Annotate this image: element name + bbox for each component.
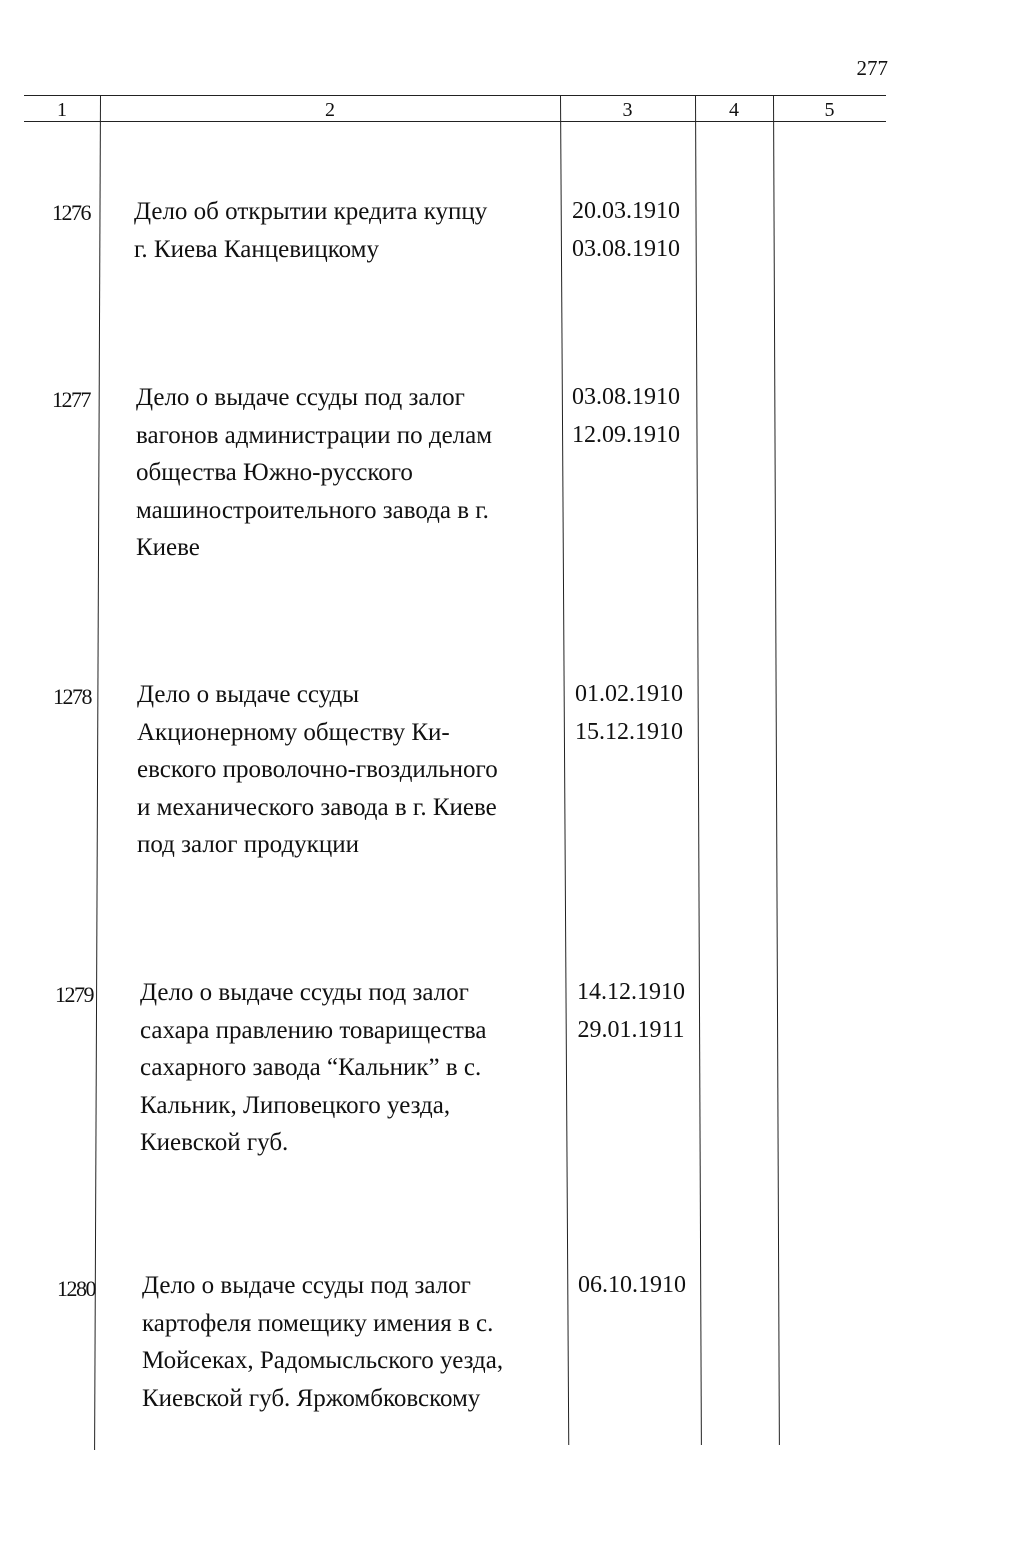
- column-heading-2: 2: [325, 99, 335, 121]
- entry-number: 1279: [55, 982, 93, 1007]
- start-date: 06.10.1910: [578, 1272, 686, 1298]
- description-line: сахара правлению товарищества: [140, 1016, 487, 1044]
- start-date: 14.12.1910: [577, 979, 685, 1005]
- entry-number: 1280: [57, 1276, 95, 1301]
- description-line: под залог продукции: [137, 831, 359, 858]
- description-line: Дело о выдаче ссуды под залог: [140, 979, 469, 1006]
- entry-description: [142, 1267, 540, 1417]
- column-divider-1: [94, 95, 101, 1450]
- description-line: машиностроительного завода в г.: [136, 496, 489, 524]
- column-heading-1: 1: [57, 99, 67, 121]
- end-date: 12.09.1910: [572, 421, 680, 448]
- entry-number: 1276: [52, 200, 90, 225]
- column-heading-5: 5: [824, 99, 835, 121]
- entry-description: [137, 676, 535, 864]
- entry-dates: [567, 676, 691, 751]
- end-date: 29.01.1911: [577, 1016, 685, 1043]
- header-top-rule: [24, 95, 886, 96]
- entry-number: 1277: [52, 387, 90, 412]
- entry-dates: [564, 193, 688, 268]
- start-date: 01.02.1910: [575, 681, 683, 707]
- entry-dates: [570, 1267, 694, 1305]
- column-divider-3: [695, 95, 702, 1445]
- end-date: 15.12.1910: [575, 718, 683, 745]
- description-line: сахарного завода “Кальник” в с.: [140, 1054, 482, 1081]
- column-divider-4: [773, 95, 780, 1445]
- column-divider-2: [560, 95, 569, 1445]
- column-heading-3: 3: [622, 99, 633, 121]
- description-line: общества Южно-русского: [136, 459, 413, 486]
- description-line: картофеля помещику имения в с.: [142, 1309, 494, 1337]
- description-line: вагонов администрации по делам: [136, 421, 493, 449]
- description-line: г. Киева Канцевицкому: [134, 235, 379, 263]
- entry-description: [134, 193, 532, 268]
- description-line: Дело о выдаче ссуды под залог: [142, 1272, 471, 1299]
- end-date: 03.08.1910: [572, 235, 680, 262]
- description-line: Киевской губ.: [140, 1129, 289, 1156]
- entry-description: [140, 974, 538, 1162]
- description-line: Киевской губ. Яржомбковскому: [142, 1384, 481, 1412]
- start-date: 20.03.1910: [572, 198, 680, 224]
- description-line: и механического завода в г. Киеве: [137, 793, 497, 821]
- entry-dates: [564, 379, 688, 454]
- start-date: 03.08.1910: [572, 384, 680, 410]
- description-line: евского проволочно-гвоздильного: [137, 756, 498, 783]
- description-line: Акционерному обществу Ки-: [137, 718, 450, 746]
- description-line: Дело о выдаче ссуды: [137, 681, 360, 708]
- entry-number: 1278: [53, 684, 91, 709]
- page-number: 277: [856, 56, 888, 80]
- description-line: Дело о выдаче ссуды под залог: [136, 384, 465, 411]
- entry-dates: [569, 974, 693, 1049]
- description-line: Дело об открытии кредита купцу: [134, 198, 488, 225]
- description-line: Кальник, Липовецкого уезда,: [140, 1091, 451, 1119]
- description-line: Киеве: [136, 534, 200, 561]
- description-line: Мойсеках, Радомысльского уезда,: [142, 1347, 504, 1374]
- entry-description: [136, 379, 534, 567]
- column-heading-4: 4: [729, 99, 739, 121]
